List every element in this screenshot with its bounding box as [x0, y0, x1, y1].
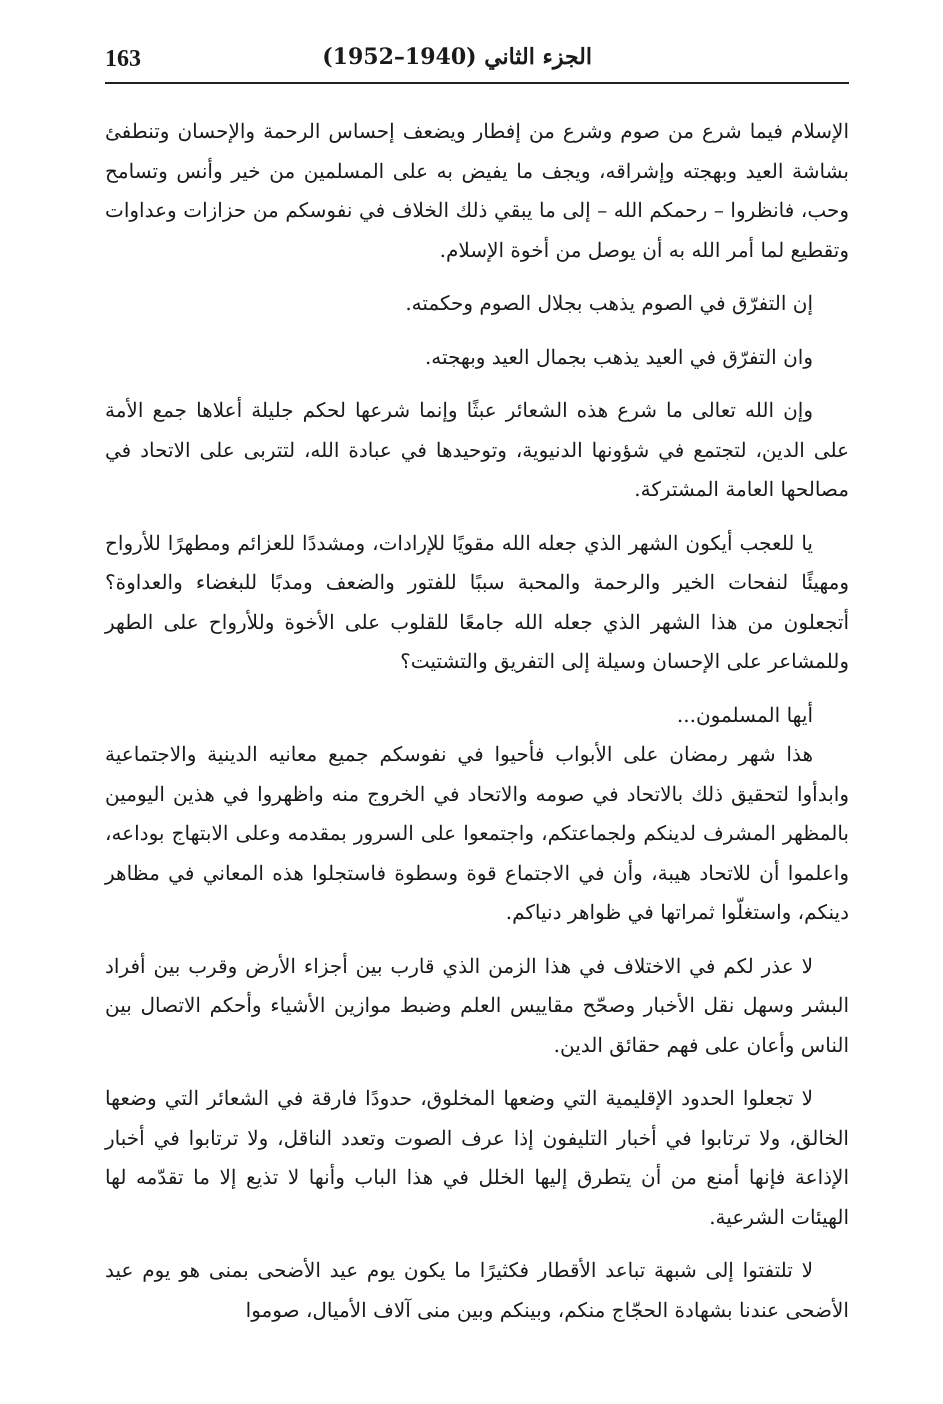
page-number: 163: [105, 46, 141, 72]
paragraph: لا تجعلوا الحدود الإقليمية التي وضعها المخلوق، حدودًا فارقة في الشعائر التي وضعها الخالق، ولا ترتابوا في أخبار التليفون إذا عرف الصوت وتعدد الناقل، ولا ترتابوا في أخبار الإذاعة فإنها أمنع من أن يتطرق إليها الخلل في هذا الباب وأنها لا تذيع إلا ما تقدّمه لها الهيئات الشرعية.: [105, 1086, 849, 1229]
body-text: [105, 112, 849, 1330]
paragraph-address: أيها المسلمون...: [676, 702, 813, 727]
paragraph-continued: الإسلام فيما شرع من صوم وشرع من إفطار ويضعف إحساس الرحمة والإحسان وتنطفئ بشاشة العيد وبهجته وإشراقه، ويجف ما يفيض به على المسلمين من خير وأنس وتسامح وحب، فانظروا – رحمكم الله – إلى ما يبقي ذلك الخلاف في نفوسكم من حزازات وعداوات وتقطيع لما أمر الله به أن يوصل من أخوة الإسلام.: [105, 119, 849, 262]
paragraph: وإن الله تعالى ما شرع هذه الشعائر عبثًا وإنما شرعها لحكم جليلة أعلاها جمع الأمة على الدين، لتجتمع في شؤونها الدنيوية، وتوحيدها في عبادة الله، لتتربى على الاتحاد في مصالحها العامة المشتركة.: [105, 398, 850, 501]
running-title: الجزء الثاني (1940–1952): [322, 44, 592, 70]
running-header: [105, 40, 847, 80]
paragraph: لا عذر لكم في الاختلاف في هذا الزمن الذي قارب بين أجزاء الأرض وقرب بين أفراد البشر وسهل نقل الأخبار وصحّح مقاييس العلم وضبط موازين الأشياء وأحكم الاتصال بين الناس وأعان على فهم حقائق الدين.: [105, 953, 849, 1057]
header-divider: [105, 82, 849, 84]
paragraph: إن التفرّق في الصوم يذهب بجلال الصوم وحكمته.: [405, 291, 813, 315]
paragraph: يا للعجب أيكون الشهر الذي جعله الله مقويًا للإرادات، ومشددًا للعزائم ومطهرًا للأرواح ومهيئًا لنفحات الخير والرحمة والمحبة سببًا للفتور والضعف ومدبًا للبغضاء والعداوة؟ أتجعلون من هذا الشهر الذي جعله الله جامعًا للقلوب على الأخوة وللأرواح على الطهر وللمشاعر على الإحسان وسيلة إلى التفريق والتشتيت؟: [105, 530, 849, 673]
paragraph: وان التفرّق في العيد يذهب بجمال العيد وبهجته.: [424, 344, 813, 369]
paragraph: لا تلتفتوا إلى شبهة تباعد الأقطار فكثيرًا ما يكون يوم عيد الأضحى بمنى هو يوم عيد الأضحى عندنا بشهادة الحجّاج منكم، وبينكم وبين منى آلاف الأميال، صوموا: [105, 1258, 849, 1322]
paragraph: هذا شهر رمضان على الأبواب فأحيوا في نفوسكم جميع معانيه الدينية والاجتماعية وابدأوا لتحقيق ذلك بالاتحاد في صومه والاتحاد في الخروج منه واظهروا في هذين اليومين بالمظهر المشرف لدينكم ولجماعتكم، واجتمعوا على السرور بمقدمه وعلى الابتهاج بوداعه، واعلموا أن للاتحاد هيبة، وأن في الاجتماع قوة وسطوة فاستجلوا هذه المعاني في مظاهر دينكم، واستغلّوا ثمراتها في ظواهر دنياكم.: [105, 742, 849, 924]
